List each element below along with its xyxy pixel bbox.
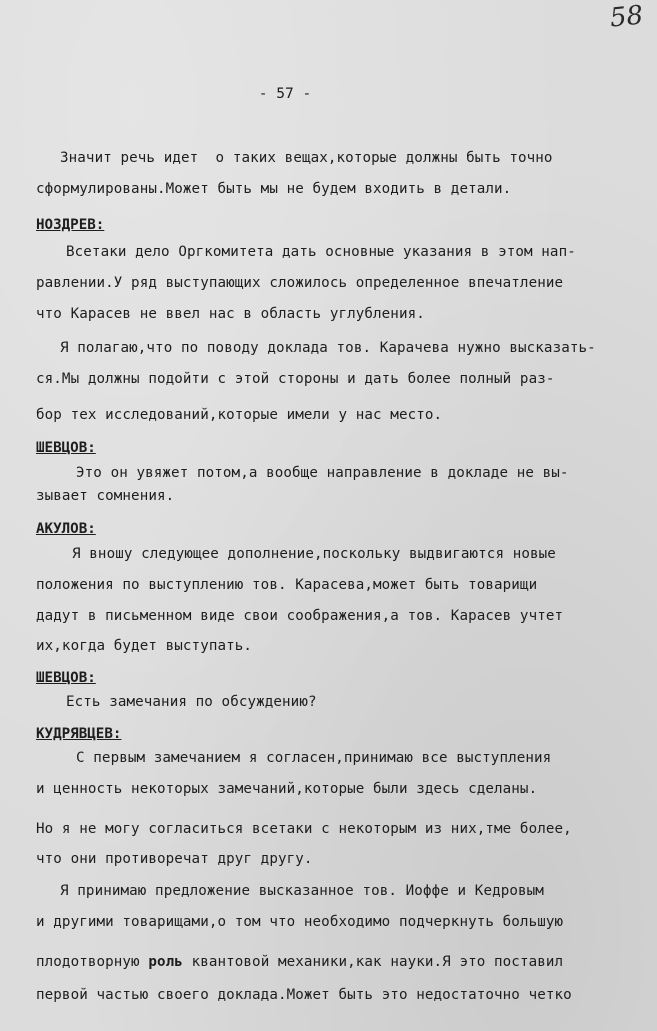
text-line: сформулированы.Может быть мы не будем входить в детали. xyxy=(36,181,512,197)
speaker-label: ШЕВЦОВ: xyxy=(36,440,96,456)
text-line: Я принимаю предложение высказанное тов. Иоффе и Кедровым xyxy=(60,883,544,899)
text-line xyxy=(36,954,563,970)
text-line: Но я не могу согласиться всетаки с некоторым из них,тме более, xyxy=(36,821,572,837)
text-line: Всетаки дело Оргкомитета дать основные указания в этом нап- xyxy=(66,244,576,260)
text-line: и ценность некоторых замечаний,которые были здесь сделаны. xyxy=(36,781,538,797)
text-line: бор тех исследований,которые имели у нас место. xyxy=(36,407,443,423)
speaker-label: АКУЛОВ: xyxy=(36,521,96,537)
archive-page-number: 58 xyxy=(608,0,645,34)
overstruck-word: роль xyxy=(148,954,183,970)
text-line: равлении.У ряд выступающих сложилось определенное впечатление xyxy=(36,275,564,291)
speaker-label: КУДРЯВЦЕВ: xyxy=(36,726,122,742)
text-line: зывает сомнения. xyxy=(36,488,175,504)
speaker-label: ШЕВЦОВ: xyxy=(36,670,96,686)
speaker-label: НОЗДРЕВ: xyxy=(36,217,105,233)
text-line: Это он увяжет потом,а вообще направление в докладе не вы- xyxy=(76,465,569,481)
text-line: что Карасев не ввел нас в область углубления. xyxy=(36,306,425,322)
text-line: что они противоречат друг другу. xyxy=(36,851,313,867)
text-line: дадут в письменном виде свои соображения,а тов. Карасев учтет xyxy=(36,608,564,624)
text-line: Есть замечания по обсуждению? xyxy=(66,694,317,710)
text-line: ся.Мы должны подойти с этой стороны и дать более полный раз- xyxy=(36,371,555,387)
text-line: первой частью своего доклада.Может быть это недостаточно четко xyxy=(36,987,572,1003)
text-line: С первым замечанием я согласен,принимаю все выступления xyxy=(76,750,552,766)
text-line: Значит речь идет о таких вещах,которые должны быть точно xyxy=(60,150,553,166)
text-line: и другими товарищами,о том что необходимо подчеркнуть большую xyxy=(36,914,564,930)
page-number: - 57 - xyxy=(258,86,312,102)
text-segment: квантовой механики,как науки.Я это поставил xyxy=(182,954,564,970)
text-segment: плодотворную xyxy=(36,954,149,970)
text-line: Я вношу следующее дополнение,поскольку выдвигаются новые xyxy=(72,546,556,562)
text-line: их,когда будет выступать. xyxy=(36,638,253,654)
text-line: Я полагаю,что по поводу доклада тов. Карачева нужно высказать- xyxy=(60,340,596,356)
text-line: положения по выступлению тов. Карасева,может быть товарищи xyxy=(36,577,538,593)
